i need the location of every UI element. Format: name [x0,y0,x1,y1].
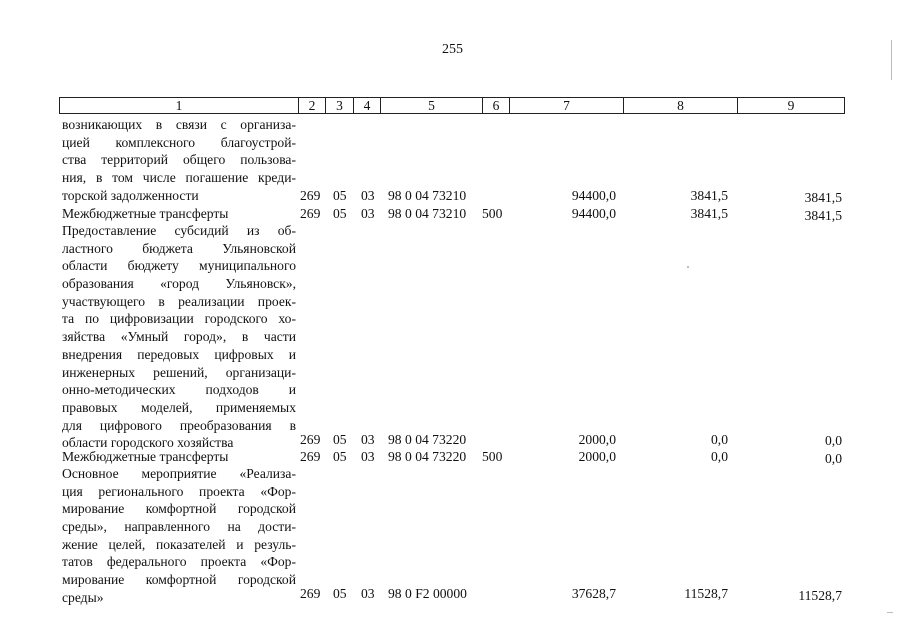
description-line: ния, в том числе погашение креди- [62,170,296,186]
description-line: торской задолженности [62,187,199,203]
cell-subsection: 03 [361,188,375,203]
description-line: онно-методических подходов и [62,382,296,398]
cell-amount-col7: 37628,7 [571,586,616,601]
cell-expense-type: 500 [482,449,503,464]
cell-amount-col8: 3841,5 [690,206,728,221]
description-line: татов федерального проекта «Фор- [62,554,296,570]
description-line: та по цифровизации городского хо- [62,311,296,327]
header-col-3: 3 [336,98,343,113]
description-line: зяйства «Умный город», в части [62,329,296,345]
description-line: участвующего в реализации проек- [62,293,296,309]
row-description [62,116,296,204]
row-description [62,465,296,607]
header-col-2: 2 [308,98,316,113]
description-line: Основное мероприятие «Реализа- [62,466,296,481]
cell-ministry-code: 269 [300,586,321,601]
cell-subsection: 03 [361,432,375,447]
description-line: ластного бюджета Ульяновской [62,240,296,256]
description-line: области бюджету муниципального [62,258,296,274]
cell-amount-col9: 3841,5 [804,190,842,205]
description-line: ства территорий общего пользова- [62,152,296,168]
header-col-5: 5 [428,98,435,113]
cell-ministry-code: 269 [300,432,321,447]
description-line: мирование комфортной городской [62,501,296,517]
header-col-7: 7 [563,98,570,113]
description-line: правовых моделей, применяемых [62,399,296,415]
cell-ministry-code: 269 [300,449,321,464]
table-header-row [59,97,845,114]
cell-amount-col7: 2000,0 [578,432,616,447]
cell-amount-col7: 2000,0 [578,449,616,464]
cell-subsection: 03 [361,206,375,221]
page-number: 255 [442,42,463,57]
cell-target-article: 98 0 04 73220 [388,449,467,464]
cell-subsection: 03 [361,449,375,464]
description-line: для цифрового преобразования в [62,417,296,433]
cell-amount-col8: 0,0 [711,449,728,464]
scan-speck [687,266,689,268]
description-line: инженерных решений, организаци- [62,364,296,380]
cell-target-article: 98 0 F2 00000 [388,586,467,601]
cell-amount-col8: 11528,7 [684,586,728,601]
row-description [62,448,296,466]
description-line: области городского хозяйства [62,435,234,451]
cell-amount-col7: 94400,0 [571,206,616,221]
cell-section: 05 [333,432,347,447]
cell-amount-col9: 11528,7 [798,588,842,603]
cell-amount-col9: 0,0 [825,451,842,466]
cell-target-article: 98 0 04 73210 [388,206,467,221]
description-line: возникающих в связи с организа- [62,117,296,132]
description-line: ция регионального проекта «Фор- [62,483,296,499]
header-col-9: 9 [787,98,795,113]
cell-amount-col8: 0,0 [711,432,728,447]
cell-target-article: 98 0 04 73220 [388,432,467,447]
cell-ministry-code: 269 [300,188,321,203]
cell-section: 05 [333,206,347,221]
description-line: Межбюджетные трансферты [62,449,229,464]
scan-edge-mark [887,612,893,613]
cell-amount-col8: 3841,5 [690,188,728,203]
description-line: внедрения передовых цифровых и [62,346,296,362]
scan-edge-mark [891,40,892,80]
description-line: образования «город Ульяновск», [62,276,296,292]
description-line: Предоставление субсидий из об- [62,223,296,238]
cell-amount-col9: 3841,5 [804,208,842,223]
cell-subsection: 03 [361,586,375,601]
header-col-4: 4 [363,98,371,113]
header-col-6: 6 [492,98,500,113]
cell-ministry-code: 269 [300,206,321,221]
description-line: мирование комфортной городской [62,572,296,588]
cell-target-article: 98 0 04 73210 [388,188,467,203]
description-line: жение целей, показателей и резуль- [62,536,296,552]
row-description [62,222,296,452]
description-line: цией комплексного благоустрой- [62,134,296,150]
cell-section: 05 [333,586,347,601]
description-line: среды», направленного на дости- [62,519,296,535]
description-line: среды» [62,589,104,605]
cell-section: 05 [333,449,347,464]
cell-section: 05 [333,188,347,203]
cell-expense-type: 500 [482,206,503,221]
cell-amount-col9: 0,0 [825,433,842,448]
header-col-8: 8 [677,98,684,113]
header-col-1: 1 [175,98,183,113]
cell-amount-col7: 94400,0 [571,188,616,203]
description-line: Межбюджетные трансферты [62,206,229,221]
row-description [62,205,296,223]
